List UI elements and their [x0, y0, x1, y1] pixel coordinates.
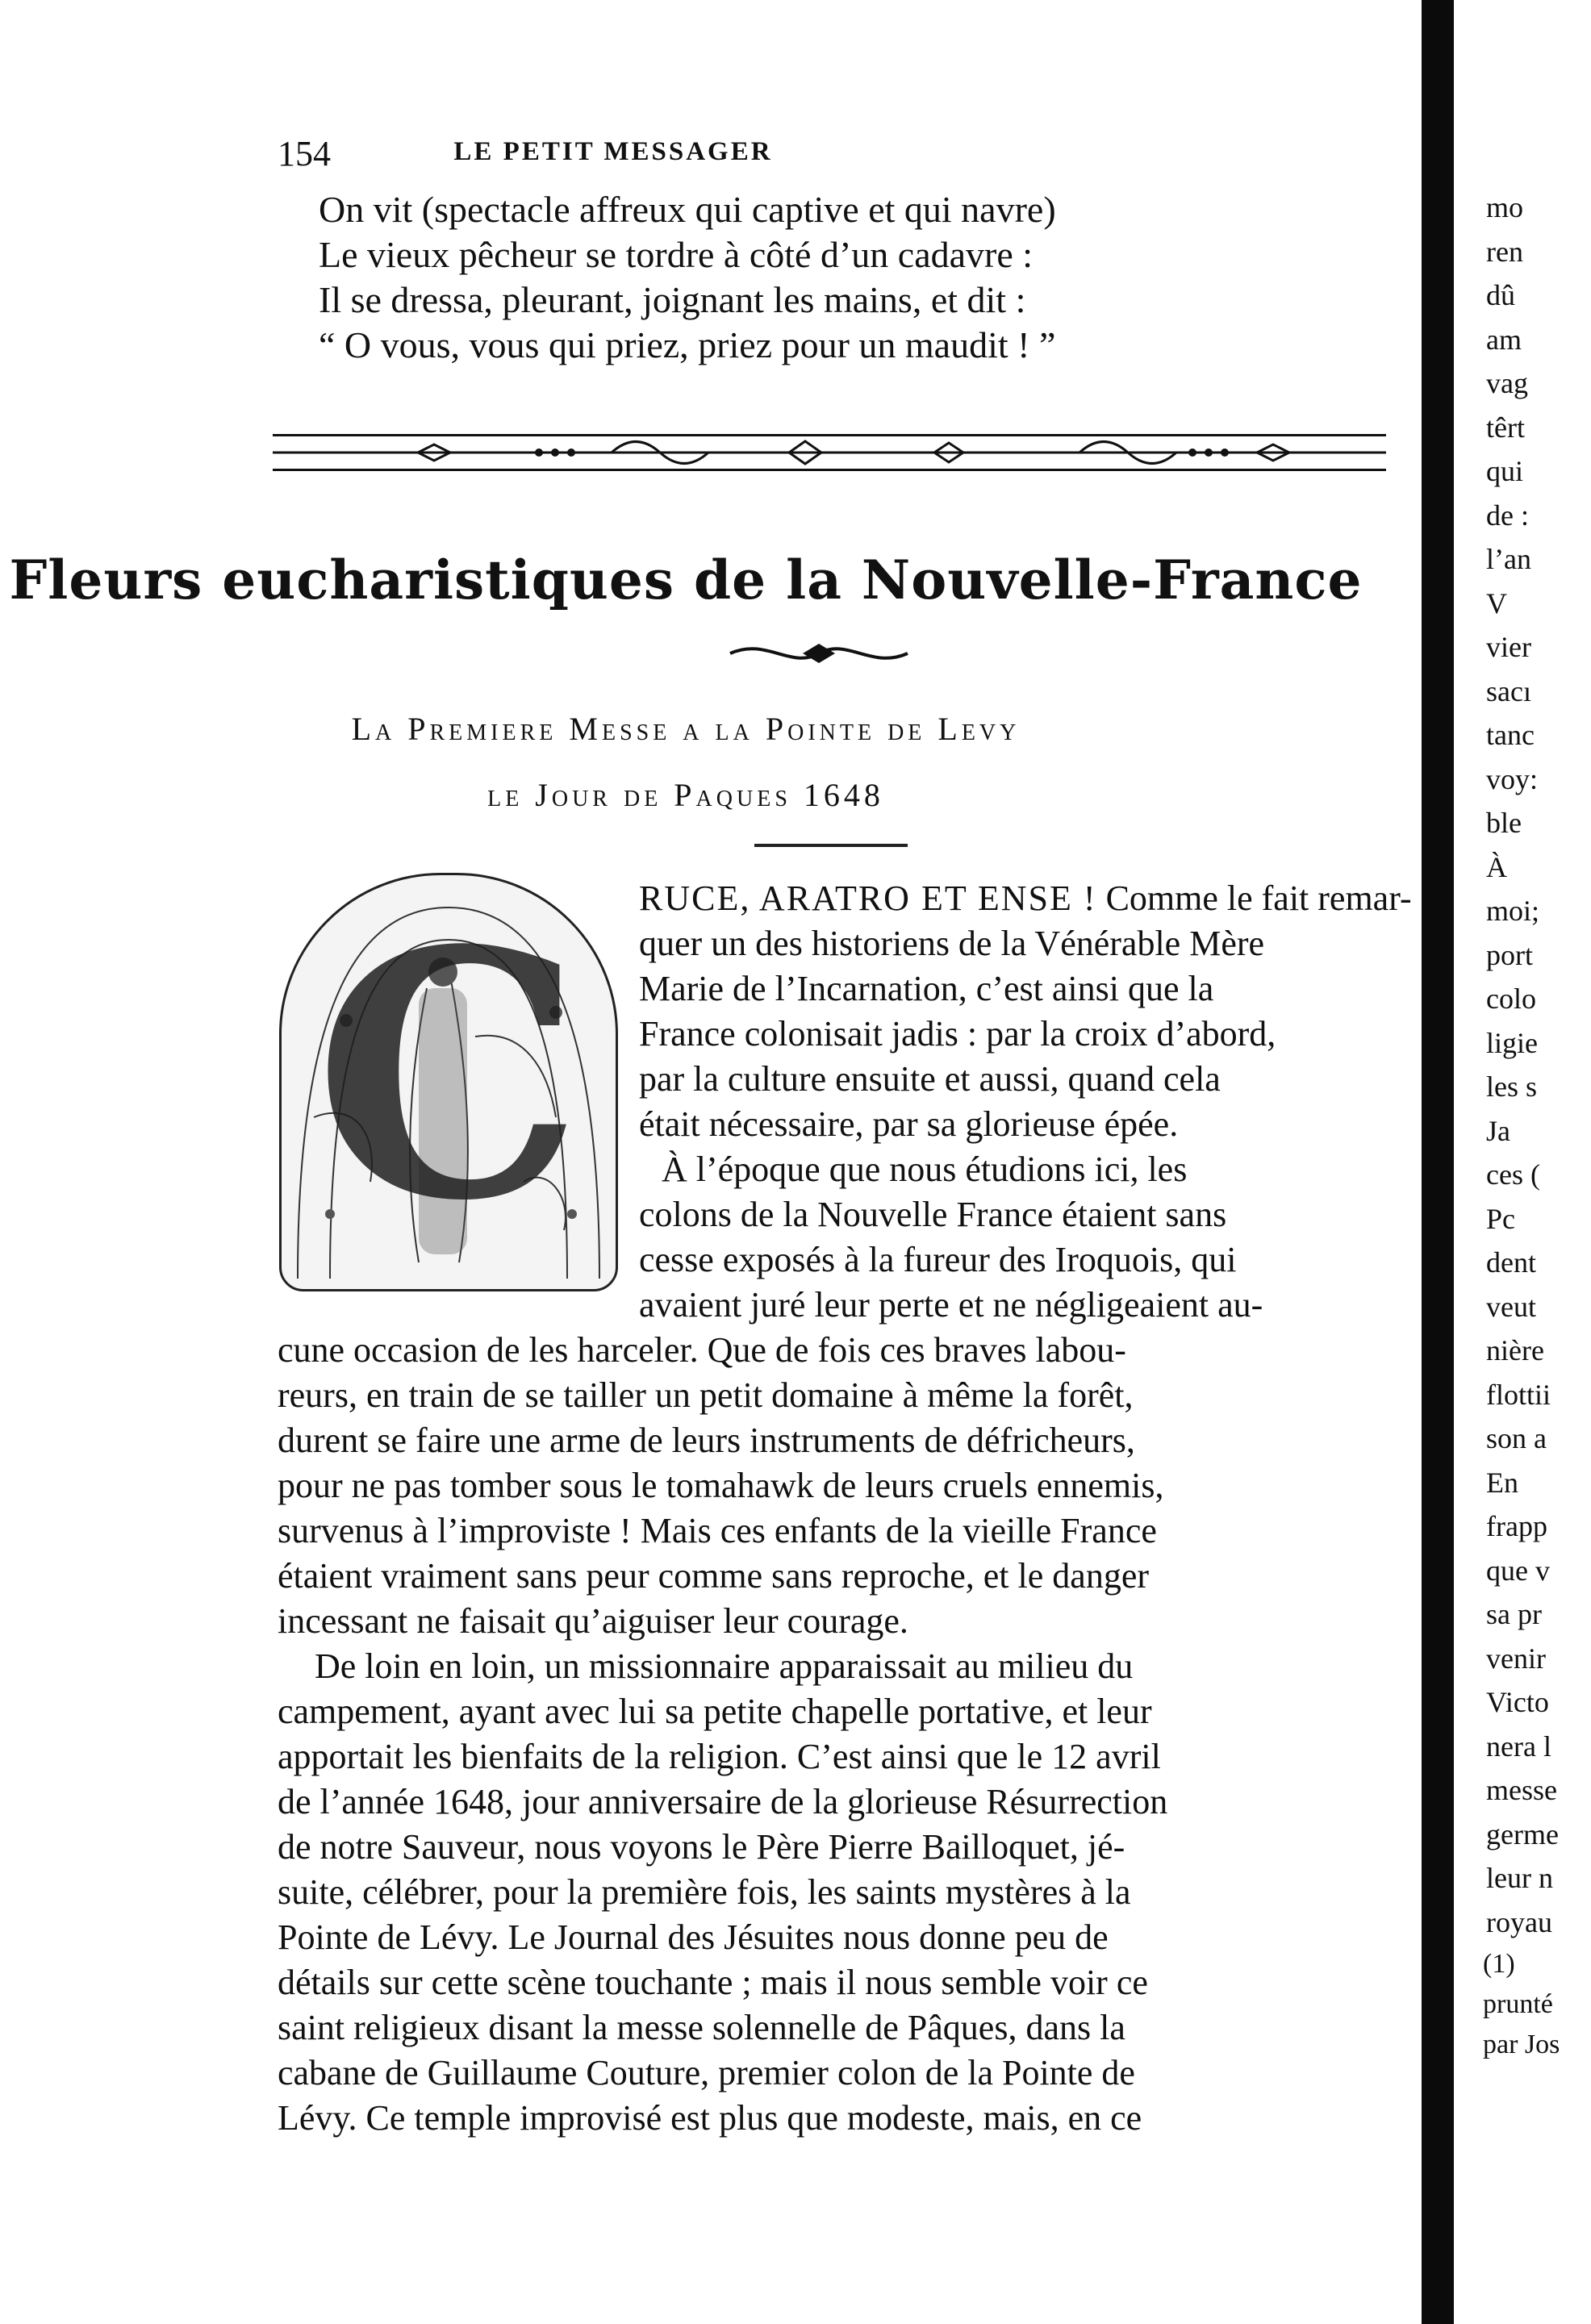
article-line: incessant ne faisait qu’aiguiser leur courage.	[278, 1601, 908, 1641]
facing-page-column	[1486, 186, 1575, 1944]
title-flourish	[726, 637, 912, 670]
article-line: saint religieux disant la messe solennelle de Pâques, dans la	[278, 2008, 1125, 2047]
facing-page-fragment: Ja	[1486, 1114, 1510, 1147]
facing-page-fragment: nière	[1486, 1334, 1544, 1366]
facing-page-fragment: dent	[1486, 1246, 1536, 1279]
article-line: reurs, en train de se tailler un petit domaine à même la forêt,	[278, 1375, 1134, 1415]
facing-page-fragment: venir	[1486, 1642, 1546, 1675]
dropcap-letter: C	[313, 878, 584, 1275]
article-line: avaient juré leur perte et ne négligeaient au-	[639, 1285, 1263, 1325]
facing-page-fragment: les s	[1486, 1070, 1537, 1103]
article-line: colons de la Nouvelle France étaient sans	[639, 1195, 1227, 1234]
facing-page-fragment: ces (	[1486, 1158, 1540, 1191]
facing-page-fragment: flottii	[1486, 1378, 1551, 1411]
article-line: Lévy. Ce temple improvisé est plus que modeste, mais, en ce	[278, 2098, 1142, 2138]
facing-page-fragment: veut	[1486, 1290, 1536, 1323]
article-line: cesse exposés à la fureur des Iroquois, qui	[639, 1240, 1237, 1279]
facing-page-fragment: V	[1486, 586, 1507, 620]
facing-page-footnotes	[1483, 1944, 1580, 2065]
article-line: campement, ayant avec lui sa petite chapelle portative, et leur	[278, 1692, 1152, 1731]
facing-page-fragment: royau	[1486, 1905, 1552, 1938]
facing-page-fragment: nera l	[1486, 1729, 1551, 1763]
facing-page-fragment: moi;	[1486, 895, 1540, 927]
facing-page-fragment: colo	[1486, 983, 1536, 1015]
article-line: De loin en loin, un missionnaire apparaissait au milieu du	[315, 1646, 1134, 1686]
facing-page-fragment: sacı	[1486, 674, 1531, 707]
article-line: cabane de Guillaume Couture, premier colon de la Pointe de	[278, 2053, 1135, 2092]
facing-page-fragment: que v	[1486, 1554, 1550, 1587]
lead-in: RUCE, ARATRO ET ENSE !	[639, 878, 1097, 918]
facing-page-fragment: ble	[1486, 807, 1522, 839]
facing-page-fragment: voy:	[1486, 762, 1539, 795]
article-line: Pointe de Lévy. Le Journal des Jésuites nous donne peu de	[278, 1917, 1109, 1957]
article-line: de notre Sauveur, nous voyons le Père Pierre Bailloquet, jé-	[278, 1827, 1125, 1867]
poem-line: “ O vous, vous qui priez, priez pour un maudit ! ”	[319, 324, 1056, 365]
article-line: quer un des historiens de la Vénérable Mère	[639, 924, 1265, 963]
facing-page-fragment: tanc	[1486, 719, 1535, 751]
article-line: pour ne pas tomber sous le tomahawk de leurs cruels ennemis,	[278, 1466, 1164, 1505]
illuminated-dropcap	[279, 873, 618, 1291]
poem-line: On vit (spectacle affreux qui captive et qui navre)	[319, 189, 1056, 230]
facing-page-fragment: son a	[1486, 1422, 1547, 1454]
facing-page-fragment: ren	[1486, 235, 1523, 268]
article-line: apportait les bienfaits de la religion. C’est ainsi que le 12 avril	[278, 1737, 1161, 1776]
facing-page-fragment: dû	[1486, 279, 1515, 311]
article-subtitle: La Premiere Messe a la Pointe de Levy	[351, 711, 1021, 747]
facing-page-fragment: Pc	[1486, 1202, 1515, 1235]
facing-page-fragment: vag	[1486, 367, 1528, 399]
facing-page-footnote: prunté	[1483, 1989, 1553, 2019]
article-title: Fleurs eucharistiques de la Nouvelle-France	[9, 549, 1363, 611]
page-number: 154	[278, 134, 331, 173]
poem-line: Il se dressa, pleurant, joignant les mains, et dit :	[319, 279, 1026, 320]
article-line: durent se faire une arme de leurs instruments de défricheurs,	[278, 1421, 1135, 1460]
facing-page-fragment: têrt	[1486, 411, 1525, 444]
article-line: était nécessaire, par sa glorieuse épée.	[639, 1104, 1179, 1144]
article-line-text: Comme le fait remar-	[1105, 878, 1412, 918]
running-title: LE PETIT MESSAGER	[453, 137, 773, 166]
facing-page-fragment: frapp	[1486, 1510, 1547, 1542]
facing-page-fragment: germe	[1486, 1817, 1559, 1850]
facing-page-fragment: En	[1486, 1466, 1518, 1499]
article-line: étaient vraiment sans peur comme sans reproche, et le danger	[278, 1556, 1149, 1596]
facing-page-fragment: de :	[1486, 499, 1529, 532]
facing-page-fragment: mo	[1486, 191, 1524, 223]
ornamental-divider	[273, 429, 1386, 476]
facing-page-fragment: Victo	[1486, 1686, 1549, 1718]
article-line: France colonisait jadis : par la croix d’abord,	[639, 1014, 1276, 1054]
facing-page-fragment: ligie	[1486, 1026, 1538, 1059]
facing-page-fragment: sa pr	[1486, 1598, 1542, 1630]
facing-page-fragment: am	[1486, 323, 1522, 356]
article-line: par la culture ensuite et aussi, quand cela	[639, 1059, 1221, 1099]
article-line: cune occasion de les harceler. Que de fois ces braves labou-	[278, 1330, 1126, 1370]
article-line	[639, 876, 1412, 921]
article-line: Marie de l’Incarnation, c’est ainsi que la	[639, 969, 1214, 1008]
facing-page-footnote: (1)	[1483, 1949, 1515, 1979]
poem-stanza	[319, 187, 1448, 368]
facing-page-fragment: qui	[1486, 455, 1524, 487]
article-line: de l’année 1648, jour anniversaire de la glorieuse Résurrection	[278, 1782, 1168, 1821]
article-line: À l’époque que nous étudions ici, les	[662, 1149, 1188, 1189]
facing-page-fragment: l’an	[1486, 543, 1531, 575]
article-line: survenus à l’improviste ! Mais ces enfants de la vieille France	[278, 1511, 1157, 1550]
facing-page-fragment: À	[1486, 850, 1507, 883]
facing-page-footnote: par Jos	[1483, 2030, 1560, 2059]
poem-line: Le vieux pêcheur se tordre à côté d’un cadavre :	[319, 234, 1034, 275]
article-line: détails sur cette scène touchante ; mais il nous semble voir ce	[278, 1963, 1148, 2002]
facing-page-fragment: port	[1486, 938, 1533, 971]
facing-page-fragment: leur n	[1486, 1862, 1553, 1894]
article-line: suite, célébrer, pour la première fois, les saints mystères à la	[278, 1872, 1131, 1912]
facing-page-fragment: messe	[1486, 1774, 1557, 1806]
facing-page-fragment: vier	[1486, 631, 1531, 663]
article-subtitle-date: le Jour de Paques 1648	[487, 777, 884, 813]
short-divider	[754, 844, 908, 847]
